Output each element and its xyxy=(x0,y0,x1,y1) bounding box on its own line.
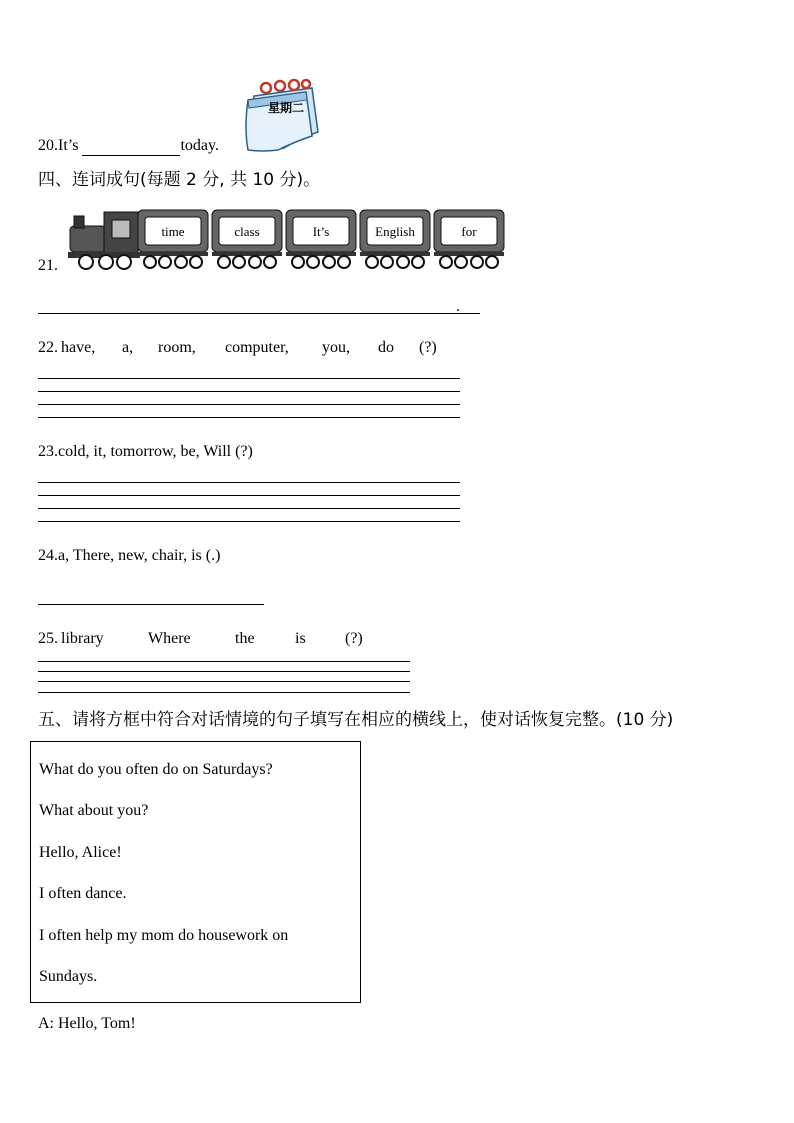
option-sentence: Sundays. xyxy=(39,968,98,985)
q22-word: (?) xyxy=(419,339,437,356)
dialogue-line: A: Hello, Tom! xyxy=(38,1015,136,1032)
calendar-image xyxy=(240,78,326,154)
section4-heading: 四、连词成句(每题 2 分, 共 10 分)。 xyxy=(38,170,321,190)
q22-answer-line[interactable] xyxy=(38,417,460,418)
q23-line xyxy=(38,442,253,462)
q25-answer-line[interactable] xyxy=(38,692,410,693)
q21-answer-line[interactable] xyxy=(38,313,480,314)
q25-word: library xyxy=(61,630,104,647)
option-sentence: What do you often do on Saturdays? xyxy=(39,761,273,778)
q20-number: 20. xyxy=(38,137,58,154)
q20-suffix: today. xyxy=(180,137,219,154)
q22-word: you, xyxy=(322,339,350,356)
q25-answer-line[interactable] xyxy=(38,661,410,662)
options-box xyxy=(30,741,361,1003)
locomotive-icon xyxy=(68,212,140,269)
q25-word: (?) xyxy=(345,630,363,647)
q22-number: 22. xyxy=(38,339,58,356)
train-car-word: English xyxy=(375,224,415,239)
train-car xyxy=(138,210,208,268)
train-car xyxy=(360,210,430,268)
q25-number: 25. xyxy=(38,630,58,647)
train-car xyxy=(286,210,356,268)
q23-answer-line[interactable] xyxy=(38,482,460,483)
q25-word: the xyxy=(235,630,255,647)
q22-word: a, xyxy=(122,339,134,356)
train-image xyxy=(66,206,508,272)
q20-prefix: It’s xyxy=(58,137,79,154)
calendar-weekday-text: 星期二 xyxy=(268,101,305,115)
option-sentence: Hello, Alice! xyxy=(39,844,122,861)
q25-word: Where xyxy=(148,630,191,647)
q22-word: do xyxy=(378,339,394,356)
q25-answer-line[interactable] xyxy=(38,671,410,672)
q24-number: 24. xyxy=(38,547,58,564)
q23-words: cold, it, tomorrow, be, Will (?) xyxy=(58,443,253,460)
q20-answer-blank[interactable] xyxy=(82,139,180,156)
q24-line xyxy=(38,546,220,566)
q23-number: 23. xyxy=(38,443,58,460)
q22-answer-line[interactable] xyxy=(38,391,460,392)
train-car xyxy=(434,210,504,268)
train-car-word: class xyxy=(234,224,260,239)
train-car xyxy=(212,210,282,268)
q22-word: have, xyxy=(61,339,96,356)
train-car-word: for xyxy=(461,224,477,239)
q24-answer-line[interactable] xyxy=(38,604,264,605)
q25-answer-line[interactable] xyxy=(38,681,410,682)
section5-heading: 五、请将方框中符合对话情境的句子填写在相应的横线上，使对话恢复完整。(10 分) xyxy=(38,710,674,730)
q23-answer-line[interactable] xyxy=(38,521,460,522)
q22-word: computer, xyxy=(225,339,289,356)
option-sentence: I often help my mom do housework on xyxy=(39,927,289,944)
option-sentence: What about you? xyxy=(39,802,149,819)
q24-words: a, There, new, chair, is (.) xyxy=(58,547,221,564)
train-car-word: time xyxy=(161,224,185,239)
q22-answer-line[interactable] xyxy=(38,404,460,405)
option-sentence: I often dance. xyxy=(39,885,127,902)
q20-line xyxy=(38,136,219,156)
q22-word: room, xyxy=(158,339,196,356)
q21-end-mark: . xyxy=(456,298,460,315)
q23-answer-line[interactable] xyxy=(38,495,460,496)
q22-answer-line[interactable] xyxy=(38,378,460,379)
train-car-word: It’s xyxy=(312,224,330,239)
q21-number: 21. xyxy=(38,257,58,274)
q25-word: is xyxy=(295,630,306,647)
q23-answer-line[interactable] xyxy=(38,508,460,509)
